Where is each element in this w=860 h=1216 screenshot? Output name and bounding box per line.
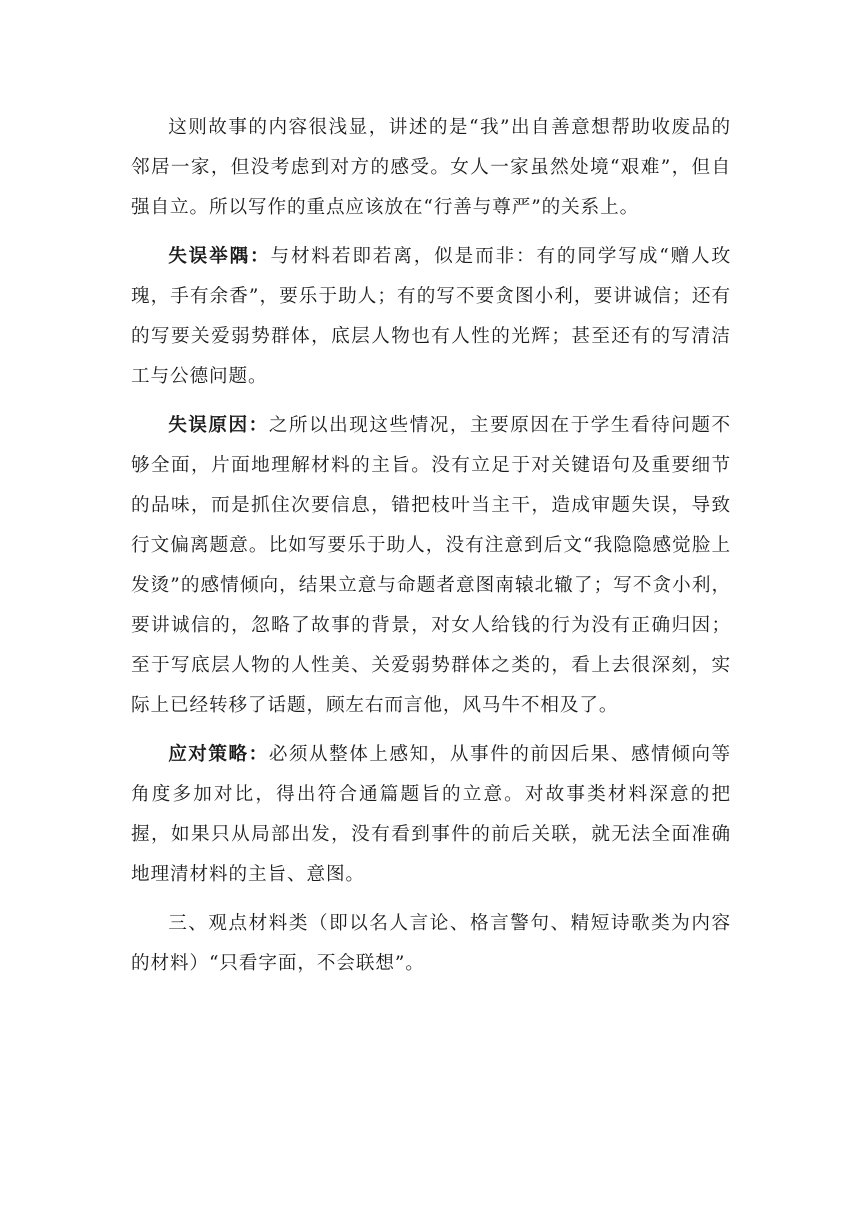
paragraph-heading-strategy: 应对策略：: [168, 744, 269, 765]
paragraph-strategy: [131, 735, 731, 895]
paragraph-text: 与材料若即若离，似是而非：有的同学写成“赠人玫瑰，手有余香”，要乐于助人；有的写不要贪图小利，要讲诚信；还有的写要关爱弱势群体，底层人物也有人性的光辉；甚至还有的写清洁工与公德问题。: [131, 246, 731, 387]
paragraph-error-examples: [131, 237, 731, 397]
paragraph-text: 这则故事的内容很浅显，讲述的是“我”出自善意想帮助收废品的邻居一家，但没考虑到对方的感受。女人一家虽然处境“艰难”，但自强自立。所以写作的重点应该放在“行善与尊严”的关系上。: [131, 117, 731, 218]
document-body: [131, 108, 731, 994]
paragraph-heading-error-examples: 失误举隅：: [168, 246, 271, 267]
paragraph-text: 必须从整体上感知，从事件的前因后果、感情倾向等角度多加对比，得出符合通篇题旨的立意。对故事类材料深意的把握，如果只从局部出发，没有看到事件的前后关联，就无法全面准确地理清材料的主旨、意图。: [131, 744, 731, 885]
paragraph-heading-error-causes: 失误原因：: [168, 415, 269, 436]
paragraph-text: 三、观点材料类（即以名人言论、格言警句、精短诗歌类为内容的材料）“只看字面，不会联想”。: [131, 913, 731, 974]
paragraph-error-causes: [131, 406, 731, 726]
paragraph-section-three: [131, 904, 731, 984]
paragraph-story-summary: [131, 108, 731, 228]
paragraph-text: 之所以出现这些情况，主要原因在于学生看待问题不够全面，片面地理解材料的主旨。没有立足于对关键语句及重要细节的品味，而是抓住次要信息，错把枝叶当主干，造成审题失误，导致行文偏离题意。比如写要乐于助人，没有注意到后文“我隐隐感觉脸上发烫”的感情倾向，结果立意与命题者意图南辕北辙了；写不贪小利，要讲诚信的，忽略了故事的背景，对女人给钱的行为没有正确归因；至于写底层人物的人性美、关爱弱势群体之类的，看上去很深刻，实际上已经转移了话题，顾左右而言他，风马牛不相及了。: [131, 415, 731, 716]
